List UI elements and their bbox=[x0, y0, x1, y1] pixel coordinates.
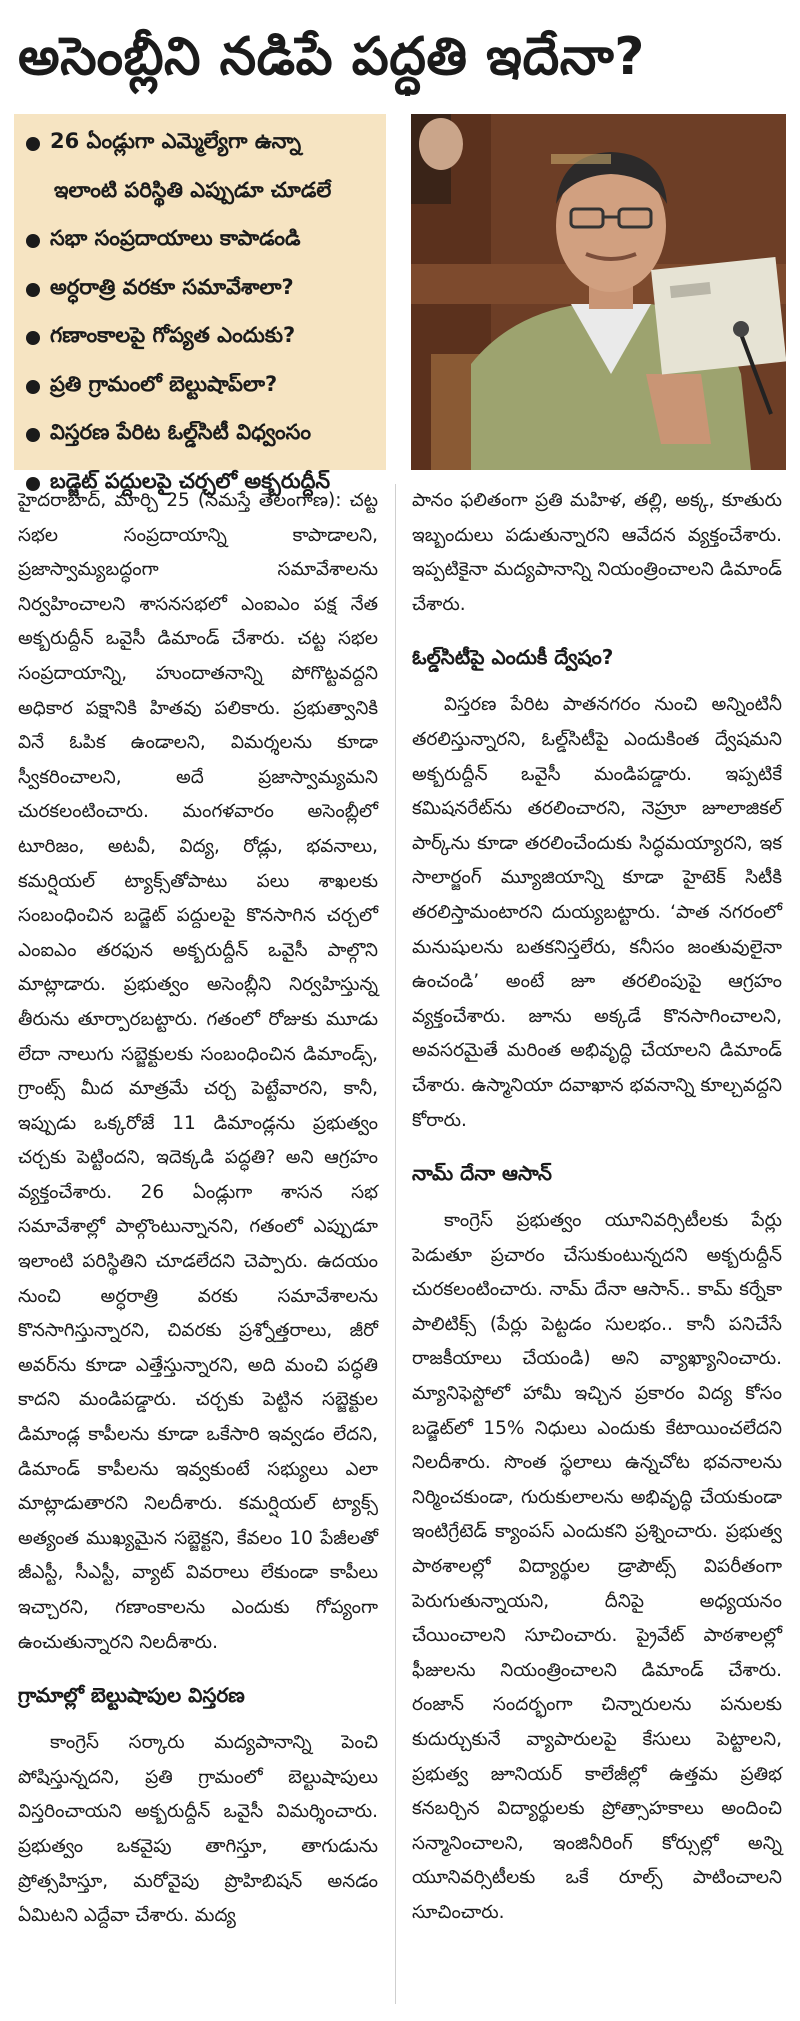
highlight-item bbox=[26, 120, 376, 169]
paragraph-intro: హైదరాబాద్‌, మార్చి 25 (నమస్తే తెలంగాణ): చట్ట సభల సంప్రదాయాన్ని కాపాడాలని, ప్రజాస్వామ్యబద్ధంగా సమావేశాలను నిర్వహించాలని శాసనసభలో ఎంఐఎం పక్ష నేత అక్బరుద్దీన్‌ ఒవైసీ డిమాండ్‌ చేశారు. చట్ట సభల సంప్రదాయాన్ని, హుందాతనాన్ని పోగొట్టవద్దని అధికార పక్షానికి హితవు పలికారు. ప్రభుత్వానికి వినే ఓపిక ఉండాలని, విమర్శలను కూడా స్వీకరించాలని, అదే ప్రజాస్వామ్యమని చురకలంటించారు. మంగళవారం అసెంబ్లీలో టూరిజం, అటవీ, విద్య, రోడ్లు, భవనాలు, కమర్షియల్‌ ట్యాక్స్‌తోపాటు పలు శాఖలకు సంబంధించిన బడ్జెట్‌ పద్దులపై కొనసాగిన చర్చలో ఎంఐఎం తరఫున అక్బరుద్దీన్‌ ఒవైసీ పాల్గొని మాట్లాడారు. ప్రభుత్వం అసెంబ్లీని నిర్వహిస్తున్న తీరును తూర్పారబట్టారు. గతంలో రోజుకు మూడు లేదా నాలుగు సబ్జెక్టులకు సంబంధించిన డిమాండ్స్‌, గ్రాంట్స్‌ మీద మాత్రమే చర్చ పెట్టేవారని, కానీ, ఇప్పుడు ఒక్కరోజే 11 డిమాండ్లను ప్రభుత్వం చర్చకు పెట్టిందని, ఇదెక్కడి పద్ధతి? అని ఆగ్రహం వ్యక్తంచేశారు. 26 ఏండ్లుగా శాసన సభ సమావేశాల్లో పాల్గొంటున్నానని, గతంలో ఎప్పుడూ ఇలాంటి పరిస్థితిని చూడలేదని చెప్పారు. ఉదయం నుంచి అర్ధరాత్రి వరకు సమావేశాలను కొనసాగిస్తున్నారని, చివరకు ప్రశ్నోత్తరాలు, జీరో అవర్‌ను కూడా ఎత్తేస్తున్నారని, అది మంచి పద్ధతి కాదని మండిపడ్డారు. చర్చకు పెట్టిన సబ్జెక్టుల డిమాండ్ల కాపీలను కూడా ఒకేసారి ఇవ్వడం లేదని, డిమాండ్‌ కాపీలను ఇవ్వకుంటే సభ్యులు ఎలా మాట్లాడుతారని నిలదీశారు. కమర్షియల్‌ ట్యాక్స్‌ అత్యంత ముఖ్యమైన సబ్జెక్టని, కేవలం 10 పేజీలతో జీఎస్టీ, సీఎస్టీ, వ్యాట్‌ వివరాలు లేకుండా కాపీలు ఇచ్చారని, గణాంకాలను ఎందుకు గోప్యంగా ఉంచుతున్నారని నిలదీశారు. bbox=[18, 490, 378, 1653]
speaker-photo bbox=[411, 114, 786, 470]
highlight-text: ఇలాంటి పరిస్థితి ఎప్పుడూ చూడలే bbox=[54, 177, 332, 202]
subheading-belt-shops: గ్రామాల్లో బెల్టుషాపుల విస్తరణ bbox=[18, 1683, 245, 1708]
highlight-text: విస్తరణ పేరిట ఓల్డ్‌సిటీ విధ్వంసం bbox=[50, 420, 311, 445]
paragraph-naam-dena: కాంగ్రెస్‌ ప్రభుత్వం యూనివర్సిటీలకు పేర్లు పెడుతూ ప్రచారం చేసుకుంటున్నదని అక్బరుద్దీన్‌ చురకలంటించారు. నామ్‌ దేనా ఆసాన్‌.. కామ్‌ కర్నేకా పాలిటిక్స్‌ (పేర్లు పెట్టడం సులభం.. కానీ పనిచేసే రాజకీయాలు చేయండి) అని వ్యాఖ్యానించారు. మ్యానిఫెస్టోలో హామీ ఇచ్చిన ప్రకారం విద్య కోసం బడ్జెట్‌లో 15% నిధులు ఎందుకు కేటాయించలేదని నిలదీశారు. సొంత స్థలాలు ఉన్నచోట భవనాలను నిర్మించకుండా, గురుకులాలను అభివృద్ధి చేయకుండా ఇంటిగ్రేటెడ్‌ క్యాంపస్‌ ఎందుకని ప్రశ్నించారు. ప్రభుత్వ పాఠశాలల్లో విద్యార్థుల డ్రాపౌట్స్‌ విపరీతంగా పెరుగుతున్నాయని, దీనిపై అధ్యయనం చేయించాలని సూచించారు. ప్రైవేట్‌ పాఠశాలల్లో ఫీజులను నియంత్రించాలని డిమాండ్‌ చేశారు. రంజాన్‌ సందర్భంగా చిన్నారులను పనులకు కుదుర్చుకునే వ్యాపారులపై కేసులు పెట్టాలని, ప్రభుత్వ జూనియర్‌ కాలేజీల్లో ఉత్తమ ప్రతిభ కనబర్చిన విద్యార్థులకు ప్రోత్సాహకాలు అందించి సన్మానించాలని, ఇంజినీరింగ్‌ కోర్సుల్లో అన్ని యూనివర్సిటీలకు ఒకే రూల్స్‌ పాటించాలని సూచించారు. bbox=[412, 1210, 782, 1923]
highlight-text: గణాంకాలపై గోప్యత ఎందుకు? bbox=[50, 323, 296, 348]
highlight-text: సభా సంప్రదాయాలు కాపాడండి bbox=[50, 226, 301, 251]
bullet-icon bbox=[26, 331, 40, 345]
column-divider bbox=[395, 484, 396, 2004]
bullet-icon bbox=[26, 234, 40, 248]
highlight-text: 26 ఏండ్లుగా ఎమ్మెల్యేగా ఉన్నా bbox=[50, 129, 302, 154]
subheading-naam-dena: నామ్‌ దేనా ఆసాన్‌ bbox=[412, 1161, 552, 1186]
bullet-icon bbox=[26, 380, 40, 394]
right-column bbox=[412, 484, 782, 1931]
left-column bbox=[18, 484, 378, 1934]
highlight-item bbox=[26, 266, 376, 315]
paragraph-old-city: విస్తరణ పేరిట పాతనగరం నుంచి అన్నింటినీ తరలిస్తున్నారని, ఓల్డ్‌సిటీపై ఎందుకింత ద్వేషమని అక్బరుద్దీన్‌ ఒవైసీ మండిపడ్డారు. ఇప్పటికే కమిషనరేట్‌ను తరలించారని, నెహ్రూ జూలాజికల్‌ పార్క్‌ను కూడా తరలించేందుకు సిద్ధమయ్యారని, ఇక సాలార్జంగ్‌ మ్యూజియాన్ని కూడా హైటెక్‌ సిటీకి తరలిస్తామంటారని దుయ్యబట్టారు. ‘పాత నగరంలో మనుషులను బతకనిస్తలేరు, కనీసం జంతువులైనా ఉంచండి’ అంటే జూ తరలింపుపై ఆగ్రహం వ్యక్తంచేశారు. జూను అక్కడే కొనసాగించాలని, అవసరమైతే మరింత అభివృద్ధి చేయాలని డిమాండ్‌ చేశారు. ఉస్మానియా దవాఖాన భవనాన్ని కూల్చవద్దని కోరారు. bbox=[412, 694, 782, 1131]
highlight-item bbox=[26, 411, 376, 460]
top-row bbox=[14, 114, 786, 493]
highlight-text: ప్రతి గ్రామంలో బెల్టుషాప్‌లా? bbox=[50, 371, 278, 396]
paragraph-belt-shops: కాంగ్రెస్‌ సర్కారు మద్యపానాన్ని పెంచి పోషిస్తున్నదని, ప్రతి గ్రామంలో బెల్టుషాపులు విస్తరించాయని అక్బరుద్దీన్‌ ఒవైసీ విమర్శించారు. ప్రభుత్వం ఒకవైపు తాగిస్తూ, తాగుడును ప్రోత్సహిస్తూ, మరోవైపు ప్రొహిబిషన్‌ అనడం ఏమిటని ఎద్దేవా చేశారు. మద్య bbox=[18, 1732, 378, 1927]
highlight-text: బడ్జెట్‌ పద్దులపై చర్చలో అక్బరుద్దీన్‌ bbox=[50, 468, 331, 493]
bullet-icon bbox=[26, 428, 40, 442]
highlight-item bbox=[26, 314, 376, 363]
paragraph-continued: పానం ఫలితంగా ప్రతి మహిళ, తల్లి, అక్క, కూతురు ఇబ్బందులు పడుతున్నారని ఆవేదన వ్యక్తంచేశారు. ఇప్పటికైనా మద్యపానాన్ని నియంత్రించాలని డిమాండ్‌ చేశారు. bbox=[412, 490, 782, 615]
highlight-item bbox=[26, 217, 376, 266]
headline: అసెంబ్లీని నడిపే పద్ధతి ఇదేనా? bbox=[18, 27, 645, 87]
bullet-icon bbox=[26, 283, 40, 297]
highlights-box bbox=[14, 114, 386, 493]
bullet-icon bbox=[26, 137, 40, 151]
highlight-text: అర్ధరాత్రి వరకూ సమావేశాలా? bbox=[50, 274, 294, 299]
subheading-old-city: ఓల్డ్‌సిటీపై ఎందుకీ ద్వేషం? bbox=[412, 645, 614, 670]
highlight-item bbox=[26, 363, 376, 412]
highlight-item bbox=[26, 169, 376, 218]
